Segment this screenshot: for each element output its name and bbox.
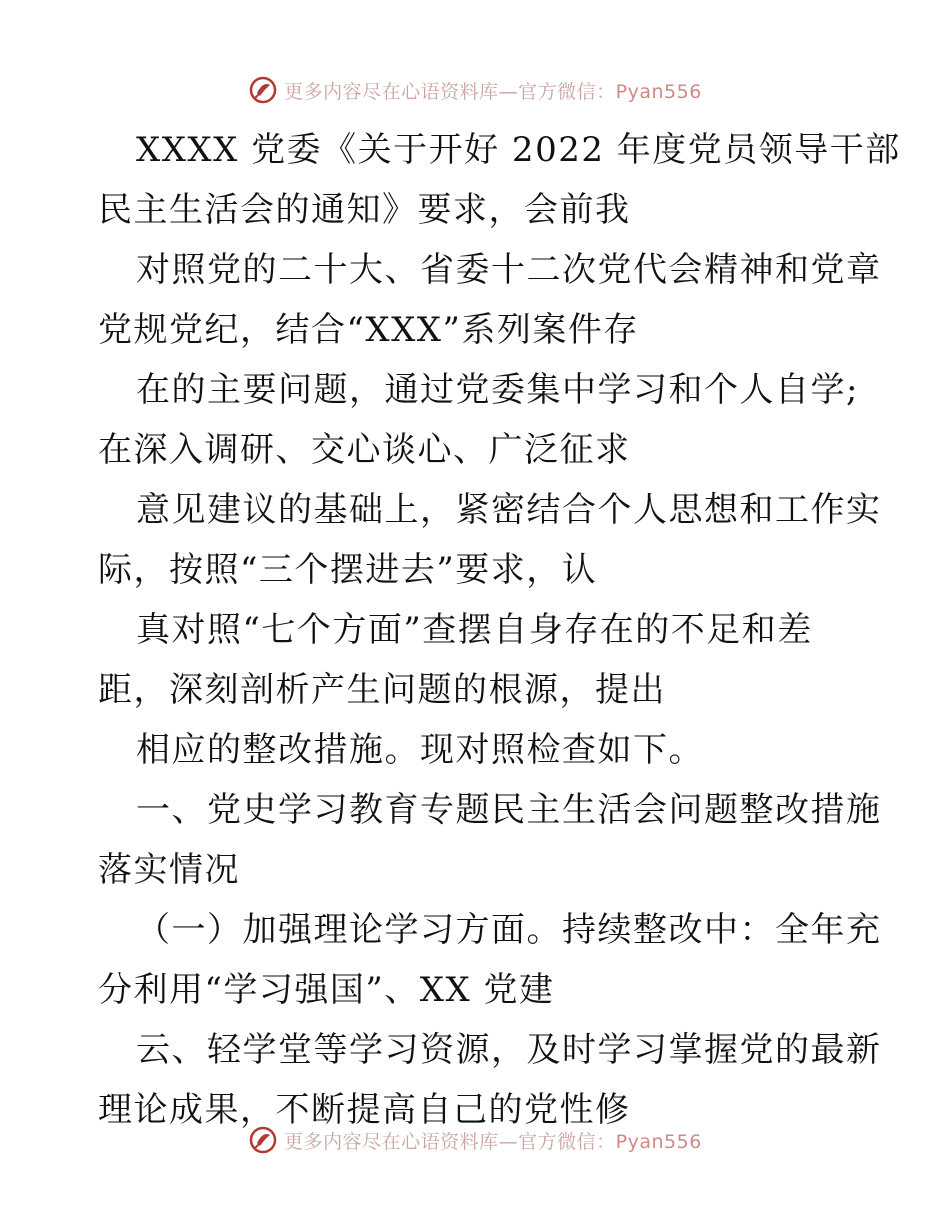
text-line: XXXX 党委《关于开好 2022 年度党员领导干部	[136, 130, 901, 170]
section-heading-line: 落实情况	[98, 850, 240, 890]
text-line: 云、轻学堂等学习资源，及时学习掌握党的最新	[136, 1030, 882, 1070]
text-line: 理论成果，不断提高自己的党性修	[98, 1090, 631, 1130]
text-line: 真对照“七个方面”查摆自身存在的不足和差	[136, 610, 813, 650]
header-watermark	[0, 72, 950, 108]
text-line: 民主生活会的通知》要求，会前我	[98, 190, 631, 230]
subsection-line: （一）加强理论学习方面。持续整改中：全年充	[136, 910, 882, 950]
seal-logo-icon	[248, 1125, 278, 1155]
footer-watermark	[0, 1122, 950, 1158]
watermark-site-text: 更多内容尽在心语资料库—官方微信：	[284, 80, 616, 103]
watermark-account: Pyan556	[615, 1130, 702, 1153]
watermark-site-text: 更多内容尽在心语资料库—官方微信：	[284, 1130, 616, 1153]
text-line: 党规党纪，结合“XXX”系列案件存	[98, 310, 639, 350]
text-line: 相应的整改措施。现对照检查如下。	[136, 730, 704, 770]
watermark-account: Pyan556	[615, 80, 702, 103]
text-line: 在的主要问题，通过党委集中学习和个人自学;	[136, 370, 859, 410]
text-line: 分利用“学习强国”、XX 党建	[98, 970, 555, 1010]
seal-logo-icon	[248, 75, 278, 105]
section-heading-line: 一、党史学习教育专题民主生活会问题整改措施	[136, 790, 882, 830]
text-line: 距，深刻剖析产生问题的根源，提出	[98, 670, 666, 710]
text-line: 际，按照“三个摆进去”要求，认	[98, 550, 598, 590]
document-body	[98, 120, 901, 1140]
text-line: 对照党的二十大、省委十二次党代会精神和党章	[136, 250, 882, 290]
text-line: 意见建议的基础上，紧密结合个人思想和工作实	[136, 490, 882, 530]
text-line: 在深入调研、交心谈心、广泛征求	[98, 430, 631, 470]
